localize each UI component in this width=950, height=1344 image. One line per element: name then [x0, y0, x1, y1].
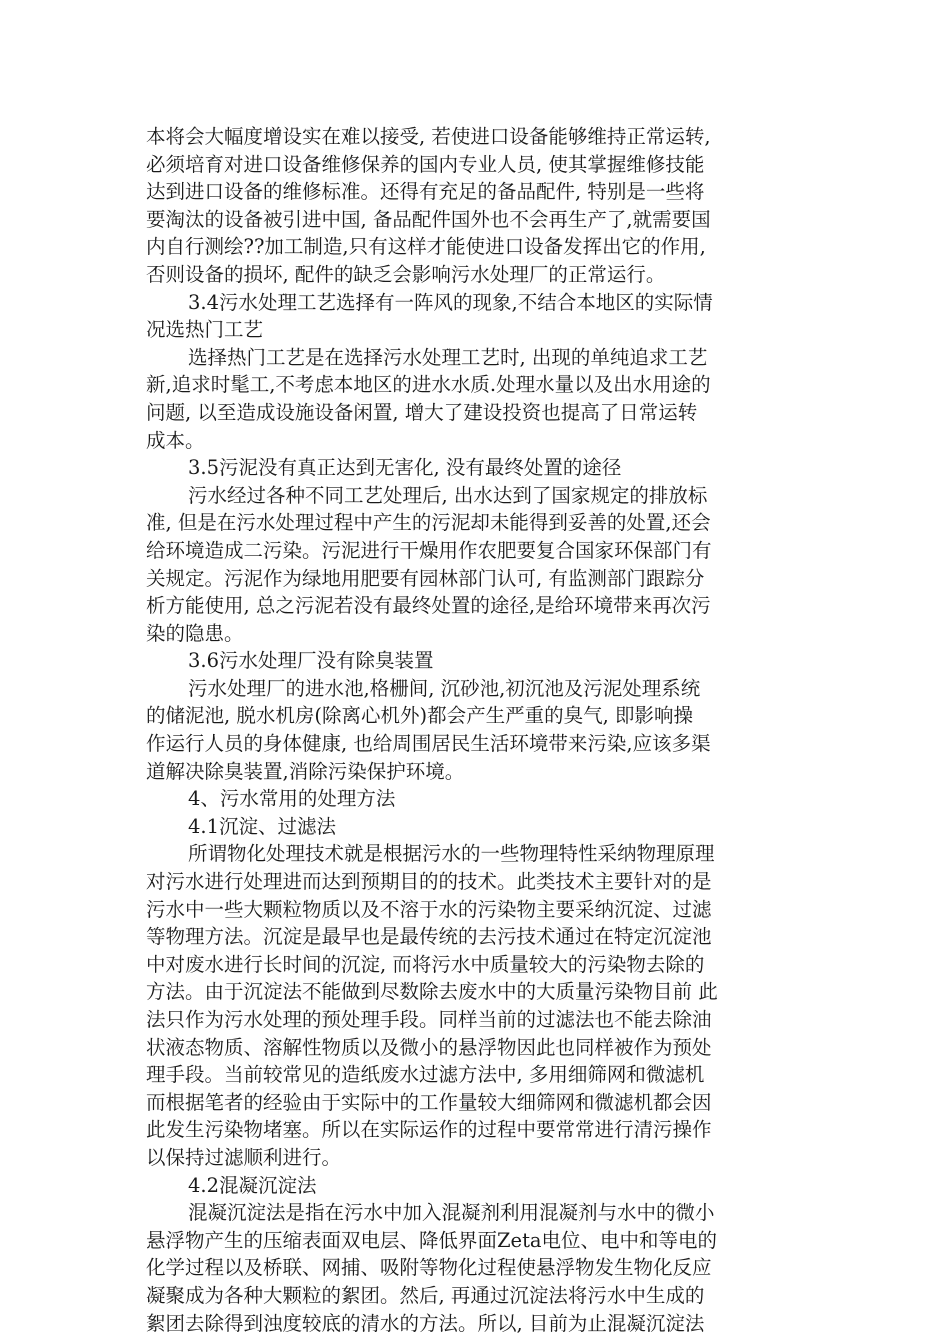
text-line: 此发生污染物堵塞。所以在实际运作的过程中要常常进行清污操作 [146, 1118, 712, 1142]
text-line: 达到进口设备的维修标准。还得有充足的备品配件, 特别是一些将 [146, 180, 705, 204]
text-line: 必须培育对进口设备维修保养的国内专业人员, 使其掌握维修技能 [146, 152, 705, 176]
text-line: 本将会大幅度增设实在难以接受, 若使进口设备能够维持正常运转, [146, 125, 711, 148]
text-line: 等物理方法。沉淀是最早也是最传统的去污技术通过在特定沉淀池 [146, 925, 712, 949]
text-line: 否则设备的损坏, 配件的缺乏会影响污水处理厂的正常运行。 [146, 262, 666, 286]
text-line: 4.2混凝沉淀法 [188, 1173, 317, 1197]
text-line: 要淘汰的设备被引进中国, 备品配件国外也不会再生产了,就需要国 [146, 207, 711, 231]
text-line: 析方能使用, 总之污泥若没有最终处置的途径,是给环境带来再次污 [146, 594, 711, 618]
text-line: 悬浮物产生的压缩表面双电层、降低界面Zeta电位、电中和等电的 [146, 1228, 718, 1252]
text-line: 以保持过滤顺利进行。 [146, 1145, 342, 1169]
text-line: 所谓物化处理技术就是根据污水的一些物理特性采纳物理原理 [188, 842, 715, 866]
text-line: 新,追求时髦工,不考虑本地区的进水水质.处理水量以及出水用途的 [146, 373, 711, 397]
text-line: 混凝沉淀法是指在污水中加入混凝剂利用混凝剂与水中的微小 [188, 1201, 715, 1225]
text-line: 准, 但是在污水处理过程中产生的污泥却未能得到妥善的处置,还会 [146, 511, 711, 535]
text-line: 染的隐患。 [146, 621, 244, 645]
document-body-text [146, 123, 810, 1337]
text-line: 中对废水进行长时间的沉淀, 而将污水中质量较大的污染物去除的 [146, 952, 705, 976]
text-line: 理手段。当前较常见的造纸废水过滤方法中, 多用细筛网和微滤机 [146, 1063, 705, 1087]
text-line: 况选热门工艺 [146, 318, 264, 342]
text-line: 成本。 [146, 428, 205, 452]
text-line: 方法。由于沉淀法不能做到尽数除去废水中的大质量污染物目前 此 [146, 980, 718, 1004]
text-line: 的储泥池, 脱水机房(除离心机外)都会产生严重的臭气, 即影响操 [146, 704, 694, 728]
text-line: 3.5污泥没有真正达到无害化, 没有最终处置的途径 [188, 456, 622, 480]
text-line: 化学过程以及桥联、网捕、吸附等物化过程使悬浮物发生物化反应 [146, 1256, 712, 1280]
text-line: 问题, 以至造成设施设备闲置, 增大了建设投资也提高了日常运转 [146, 400, 698, 424]
text-line: 污水经过各种不同工艺处理后, 出水达到了国家规定的排放标 [188, 483, 708, 507]
text-line: 内自行测绘??加工制造,只有这样才能使进口设备发挥出它的作用, [146, 235, 706, 259]
text-line: 3.6污水处理厂没有除臭装置 [188, 649, 434, 673]
text-line: 关规定。污泥作为绿地用肥要有园林部门认可, 有监测部门跟踪分 [146, 566, 705, 590]
text-line: 4.1沉淀、过滤法 [188, 814, 337, 838]
text-line: 法只作为污水处理的预处理手段。同样当前的过滤法也不能去除油 [146, 1008, 712, 1031]
text-line: 污水中一些大颗粒物质以及不溶于水的污染物主要采纳沉淀、过滤 [146, 897, 712, 921]
text-line: 选择热门工艺是在选择污水处理工艺时, 出现的单纯追求工艺 [188, 345, 708, 369]
text-line: 凝聚成为各种大颗粒的絮团。然后, 再通过沉淀法将污水中生成的 [146, 1283, 705, 1307]
text-line: 而根据笔者的经验由于实际中的工作量较大细筛网和微滤机都会因 [146, 1090, 712, 1114]
text-line: 絮团去除得到浊度较底的清水的方法。所以, 目前为止混凝沉淀法 [146, 1311, 705, 1335]
text-line: 给环境造成二污染。污泥进行干燥用作农肥要复合国家环保部门有 [146, 538, 712, 562]
text-line: 作运行人员的身体健康, 也给周围居民生活环境带来污染,应该多渠 [146, 732, 711, 756]
text-line: 对污水进行处理进而达到预期目的的技术。此类技术主要针对的是 [146, 870, 712, 894]
text-line: 3.4污水处理工艺选择有一阵风的现象,不结合本地区的实际情 [188, 290, 713, 314]
text-line: 道解决除臭装置,消除污染保护环境。 [146, 759, 465, 783]
text-line: 污水处理厂的进水池,格栅间, 沉砂池,初沉池及污泥处理系统 [188, 676, 701, 700]
text-line: 4、污水常用的处理方法 [188, 787, 396, 811]
text-line: 状液态物质、溶解性物质以及微小的悬浮物因此也同样被作为预处 [146, 1035, 712, 1059]
